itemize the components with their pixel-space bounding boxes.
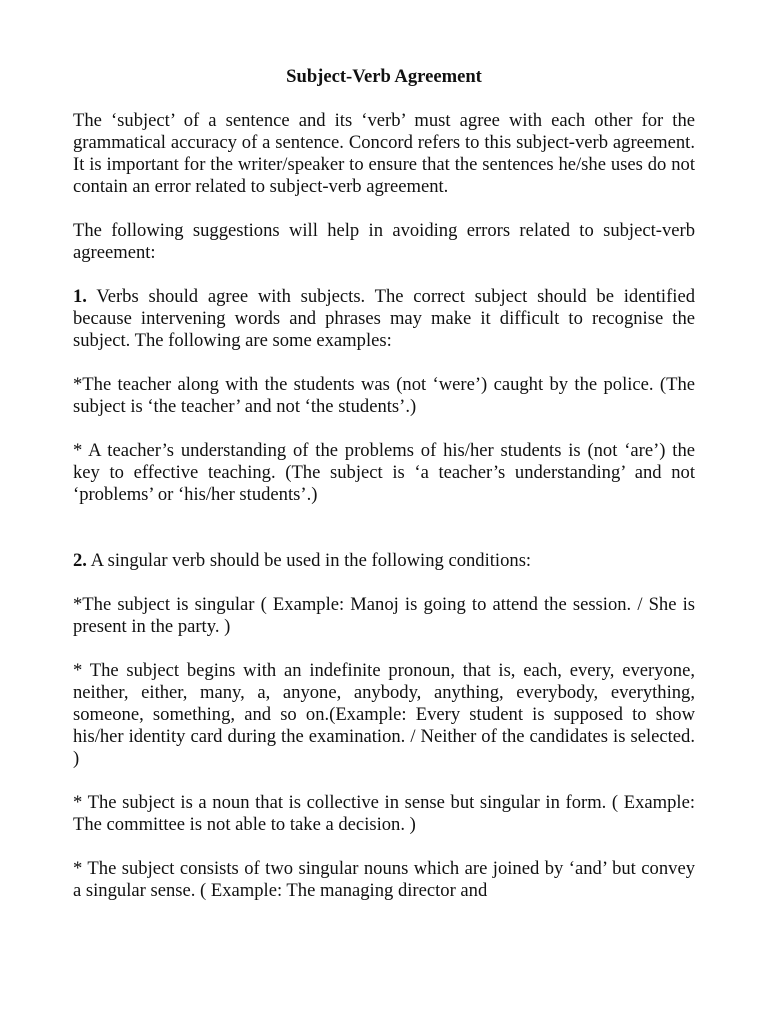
rule-2-text: A singular verb should be used in the following conditions: (86, 550, 532, 571)
document-title: Subject-Verb Agreement (286, 66, 482, 87)
rule-1-paragraph (73, 286, 695, 352)
condition-1: *The subject is singular ( Example: Manoj is going to attend the session. / She is present in the party. ) (73, 594, 695, 637)
condition-3: * The subject is a noun that is collective in sense but singular in form. ( Example: The committee is not able to take a decision. ) (73, 792, 695, 835)
rule-1-number: 1. (73, 286, 87, 307)
condition-2: * The subject begins with an indefinite pronoun, that is, each, every, everyone, neither, either, many, a, anyone, anybody, anything, everybody, everything, someone, something, and so on.(Example: Every student is supposed to show his/her identity card during the examination. / Neither of the candidates is selected. ) (73, 660, 695, 769)
rule-2-paragraph (73, 550, 695, 572)
rule-2-number: 2. (73, 550, 87, 571)
rule-1-text: Verbs should agree with subjects. The correct subject should be identified because intervening words and phrases may make it difficult to recognise the subject. The following are some examples: (73, 286, 695, 351)
condition-4: * The subject consists of two singular nouns which are joined by ‘and’ but convey a singular sense. ( Example: The managing director and (73, 858, 695, 901)
document-page (73, 66, 695, 924)
example-2: * A teacher’s understanding of the problems of his/her students is (not ‘are’) the key to effective teaching. (The subject is ‘a teacher’s understanding’ and not ‘problems’ or ‘his/her students’.) (73, 440, 695, 505)
example-1: *The teacher along with the students was (not ‘were’) caught by the police. (The subject is ‘the teacher’ and not ‘the students’.) (73, 374, 695, 417)
intro-paragraph-2: The following suggestions will help in avoiding errors related to subject-verb agreement: (73, 220, 695, 263)
intro-paragraph-1: The ‘subject’ of a sentence and its ‘verb’ must agree with each other for the grammatical accuracy of a sentence. Concord refers to this subject-verb agreement. It is important for the writer/speaker to ensure that the sentences he/she uses do not contain an error related to subject-verb agreement. (73, 110, 695, 197)
